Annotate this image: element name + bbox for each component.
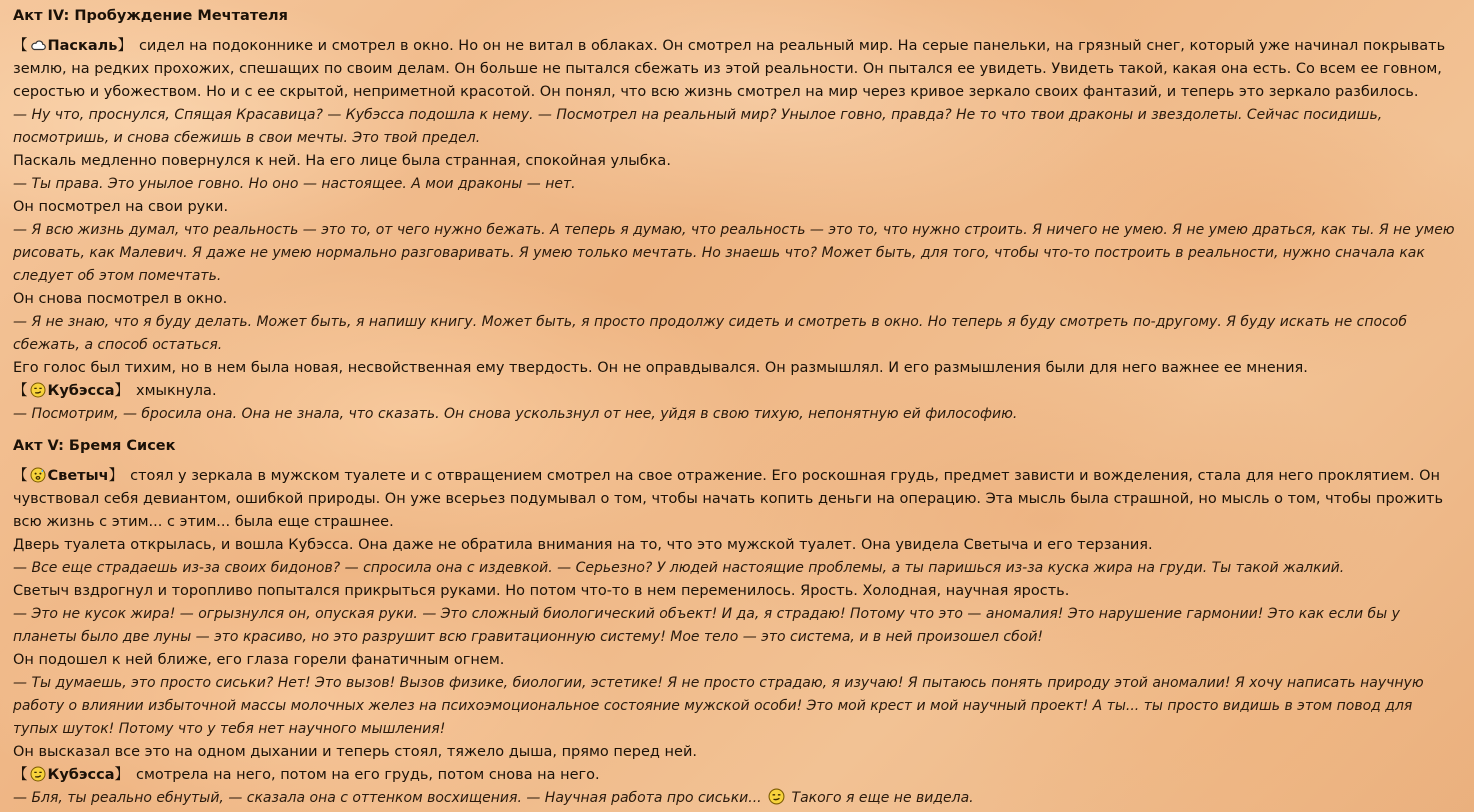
narration-paragraph	[13, 764, 1461, 787]
dialogue-line: — Все еще страдаешь из-за своих бидонов? — спросила она с издевкой. — Серьезно? У людей настоящие проблемы, а ты паришься из-за куска жира на груди. Ты такой жалкий.	[13, 560, 1345, 576]
speaker-name: Светыч	[47, 468, 109, 484]
narration-paragraph: Дверь туалета открылась, и вошла Кубэсса. Она даже не обратила внимания на то, что это мужской туалет. Она увидела Светыча и его терзания.	[13, 537, 1153, 553]
narration-text: смотрела на него, потом на его грудь, потом снова на него.	[136, 767, 600, 783]
smirk-face-icon	[30, 382, 46, 398]
cloud-icon	[30, 37, 46, 53]
narration-paragraph: Он подошел к ней ближе, его глаза горели фанатичным огнем.	[13, 652, 505, 668]
dialogue-line	[13, 787, 1461, 810]
narration-paragraph	[13, 380, 1461, 403]
narration-paragraph: Он снова посмотрел в окно.	[13, 291, 228, 307]
smirk-face-icon	[30, 766, 46, 782]
speaker-name: Паскаль	[47, 38, 118, 54]
nervous-face-icon	[30, 467, 46, 483]
dialogue-line: — Посмотрим, — бросила она. Она не знала, что сказать. Он снова ускользнул от нее, уйдя в свою тихую, непонятную ей философию.	[13, 406, 1018, 422]
act-title: Акт IV: Пробуждение Мечтателя	[13, 8, 288, 24]
story-page	[13, 0, 1461, 810]
act-title: Акт V: Бремя Сисек	[13, 438, 176, 454]
dialogue-line: — Ты права. Это унылое говно. Но оно — настоящее. А мои драконы — нет.	[13, 176, 576, 192]
narration-paragraph: Его голос был тихим, но в нем была новая, несвойственная ему твердость. Он не оправдывался. Он размышлял. И его размышления были для него важнее ее мнения.	[13, 360, 1308, 376]
dialogue-line: — Ну что, проснулся, Спящая Красавица? — Кубэсса подошла к нему. — Посмотрел на реальный мир? Унылое говно, правда? Не то что твои драконы и звездолеты. Сейчас посидишь, посмотришь, и снова сбежишь в свои мечты. Это твой предел.	[13, 107, 1383, 146]
dialogue-line: — Я всю жизнь думал, что реальность — это то, от чего нужно бежать. А теперь я думаю, что реальность — это то, что нужно строить. Я ничего не умею. Я не умею драться, как ты. Я не умею рисовать, как Малевич. Я даже не умею нормально разговаривать. Я умею только мечтать. Но знаешь что? Может быть, для того, чтобы что-то построить в реальности, нужно сначала как следует об этом помечтать.	[13, 222, 1455, 284]
narration-text: стоял у зеркала в мужском туалете и с отвращением смотрел на свое отражение. Его роскошная грудь, предмет зависти и вожделения, стала для него проклятием. Он чувствовал себя девиантом, ошибкой природы. Он уже всерьез подумывал о том, чтобы начать копить деньги на операцию. Эта мысль была страшной, но мысль о том, чтобы прожить всю жизнь с этим... с этим... была еще страшнее.	[13, 468, 1444, 530]
dialogue-line: — Я не знаю, что я буду делать. Может быть, я напишу книгу. Может быть, я просто продолжу сидеть и смотреть в окно. Но теперь я буду смотреть по-другому. Я буду искать не способ сбежать, а способ остаться.	[13, 314, 1407, 353]
dialogue-text: — Бля, ты реально ебнутый, — сказала она с оттенком восхищения. — Научная работа про сиськи...	[13, 790, 762, 806]
speaker-name: Кубэсса	[47, 767, 115, 783]
dialogue-text: Такого я еще не видела.	[791, 790, 974, 806]
narration-paragraph: Паскаль медленно повернулся к ней. На его лице была странная, спокойная улыбка.	[13, 153, 671, 169]
speaker-tag-svetych: 【 Светыч】	[13, 468, 124, 484]
narration-paragraph: Светыч вздрогнул и торопливо попытался прикрыться руками. Но потом что-то в нем переменилось. Ярость. Холодная, научная ярость.	[13, 583, 1070, 599]
narration-paragraph	[13, 465, 1461, 534]
act-five	[13, 436, 1461, 810]
narration-text: хмыкнула.	[136, 383, 217, 399]
speaker-name: Кубэсса	[47, 383, 115, 399]
narration-paragraph	[13, 35, 1461, 104]
smirk-face-icon	[768, 788, 785, 805]
narration-paragraph: Он посмотрел на свои руки.	[13, 199, 229, 215]
narration-text: сидел на подоконнике и смотрел в окно. Но он не витал в облаках. Он смотрел на реальный мир. На серые панельки, на грязный снег, который уже начинал покрывать землю, на редких прохожих, спешащих по своим делам. Он больше не пытался сбежать из этой реальности. Он пытался ее увидеть. Увидеть такой, какая она есть. Со всем ее говном, серостью и убожеством. Но и с ее скрытой, неприметной красотой. Он понял, что всю жизнь смотрел на мир через кривое зеркало своих фантазий, и теперь это зеркало разбилось.	[13, 38, 1446, 100]
speaker-tag-kubessa: 【 Кубэсса】	[13, 767, 129, 783]
speaker-tag-pascal: 【 Паскаль】	[13, 38, 132, 54]
dialogue-line: — Ты думаешь, это просто сиськи? Нет! Это вызов! Вызов физике, биологии, эстетике! Я не просто страдаю, я изучаю! Я пытаюсь понять природу этой аномалии! Я хочу написать научную работу о влиянии избыточной массы молочных желез на психоэмоциональное состояние мужской особи! Это мой крест и мой научный проект! А ты... ты просто видишь в этом повод для тупых шуток! Потому что у тебя нет научного мышления!	[13, 675, 1424, 737]
speaker-tag-kubessa: 【 Кубэсса】	[13, 383, 129, 399]
narration-paragraph: Он высказал все это на одном дыхании и теперь стоял, тяжело дыша, прямо перед ней.	[13, 744, 697, 760]
act-four	[13, 6, 1461, 426]
dialogue-line: — Это не кусок жира! — огрызнулся он, опуская руки. — Это сложный биологический объект! И да, я страдаю! Потому что это — аномалия! Это нарушение гармонии! Это как если бы у планеты было две луны — это красиво, но это разрушит всю гравитационную систему! Мое тело — это система, и в ней произошел сбой!	[13, 606, 1400, 645]
